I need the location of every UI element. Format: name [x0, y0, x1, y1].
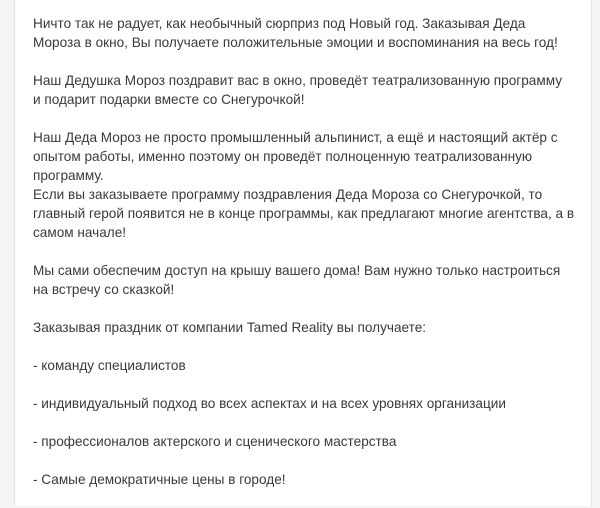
paragraph-program: Наш Дедушка Мороз поздравит вас в окно, проведёт театрализованную программу и подарит подарки вместе со Снегурочкой! [33, 73, 562, 107]
paragraph-roof-access: Мы сами обеспечим доступ на крышу вашего дома! Вам нужно только настроиться на встречу со сказкой! [33, 263, 561, 297]
list-item: - Самые демократичные цены в городе! [33, 472, 286, 487]
list-item: - индивидуальный подход во всех аспектах и на всех уровнях организации [33, 396, 506, 411]
paragraph-intro: Ничто так не радует, как необычный сюрприз под Новый год. Заказывая Деда Мороза в окно, Вы получаете положительные эмоции и воспоминания на весь год! [33, 16, 558, 50]
paragraph-benefits-intro: Заказывая праздник от компании Tamed Reality вы получаете: [33, 320, 427, 335]
article-text [33, 14, 585, 508]
paragraph-order: Если вы заказываете программу поздравления Деда Мороза со Снегурочкой, то главный герой появится не в конце программы, как предлагают многие агентства, а в самом начале! [33, 187, 575, 240]
list-item: - профессионалов актерского и сценического мастерства [33, 434, 397, 449]
article-card [14, 0, 592, 506]
paragraph-alpinist: Наш Деда Мороз не просто промышленный альпинист, а ещё и настоящий актёр с опытом работы, именно поэтому он проведёт полноценную театрализованную программу. [33, 130, 558, 183]
list-item: - команду специалистов [33, 358, 186, 373]
